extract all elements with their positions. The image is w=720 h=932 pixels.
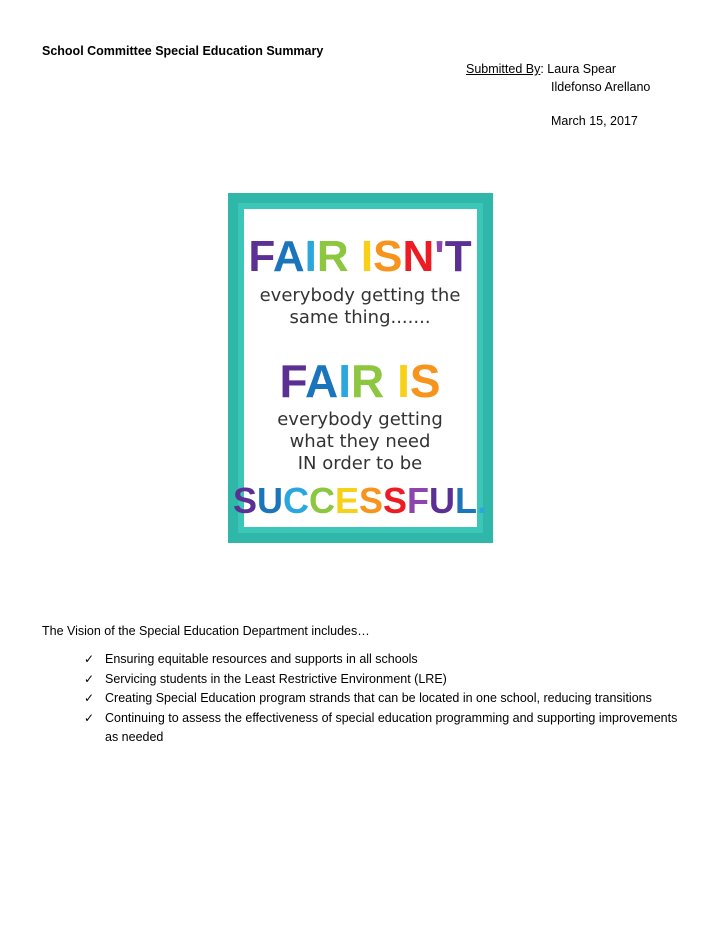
poster-line-3: everybody getting xyxy=(277,409,443,430)
submitted-by-separator: : xyxy=(540,62,548,76)
poster-letter: R xyxy=(316,232,349,281)
poster-letter: A xyxy=(272,232,305,281)
poster-letter: U xyxy=(256,480,283,521)
poster-letter: L xyxy=(455,480,478,521)
poster-letter: E xyxy=(334,480,359,521)
author-name-2: Ildefonso Arellano xyxy=(551,80,651,94)
poster-letter: F xyxy=(279,355,306,407)
poster-letter: ' xyxy=(434,232,445,281)
poster-letter: A xyxy=(305,355,339,407)
vision-list xyxy=(84,650,684,748)
poster-letter: I xyxy=(338,355,352,407)
poster-line-2: same thing....... xyxy=(289,307,431,328)
poster-letter: I xyxy=(360,232,374,281)
checkmark-icon: ✓ xyxy=(84,652,95,666)
poster-line-5: IN order to be xyxy=(297,453,423,474)
poster-letter: . xyxy=(477,480,488,521)
poster-letter: C xyxy=(282,480,309,521)
vision-intro: The Vision of the Special Education Department includes… xyxy=(42,624,370,638)
checkmark-icon: ✓ xyxy=(84,671,95,686)
poster-letter: S xyxy=(232,480,257,521)
fair-poster-image xyxy=(228,193,493,543)
list-item: ✓ Creating Special Education program strands that can be located in one school, reducing transitions xyxy=(84,689,684,709)
poster-letter xyxy=(349,232,361,281)
poster-letter: S xyxy=(409,355,441,407)
author-name-1: Laura Spear xyxy=(547,62,617,76)
poster-letter: N xyxy=(402,232,435,281)
list-item: ✓ Ensuring equitable resources and supports in all schools xyxy=(84,650,684,670)
poster-letter: C xyxy=(308,480,335,521)
poster-headline-fair-is xyxy=(279,355,440,407)
poster-line-1: everybody getting the xyxy=(259,285,461,306)
poster-headline-fair-isnt xyxy=(248,232,471,281)
poster-letter: I xyxy=(397,355,410,407)
poster-artwork xyxy=(228,193,493,543)
document-title: School Committee Special Education Summary xyxy=(42,44,324,58)
checkmark-icon: ✓ xyxy=(84,691,95,705)
poster-letter: F xyxy=(407,480,430,521)
poster-letter: S xyxy=(358,480,384,521)
checkmark-icon: ✓ xyxy=(84,710,95,725)
poster-letter: S xyxy=(383,480,408,521)
list-item: ✓ Continuing to assess the effectiveness of special education programming and supporting improvements as needed xyxy=(84,710,678,744)
document-date: March 15, 2017 xyxy=(551,114,638,128)
poster-letter: T xyxy=(444,232,472,281)
poster-letter: S xyxy=(373,232,403,281)
poster-letter: F xyxy=(248,232,273,281)
poster-headline-successful xyxy=(233,480,487,521)
submitted-by xyxy=(466,62,616,76)
poster-letter: I xyxy=(304,232,317,281)
list-item: ✓ Servicing students in the Least Restrictive Environment (LRE) xyxy=(84,670,684,690)
poster-line-4: what they need xyxy=(289,431,431,452)
poster-letter: U xyxy=(429,480,456,521)
poster-letter: R xyxy=(351,355,385,407)
poster-letter xyxy=(384,355,397,407)
submitted-by-label: Submitted By xyxy=(466,62,541,76)
